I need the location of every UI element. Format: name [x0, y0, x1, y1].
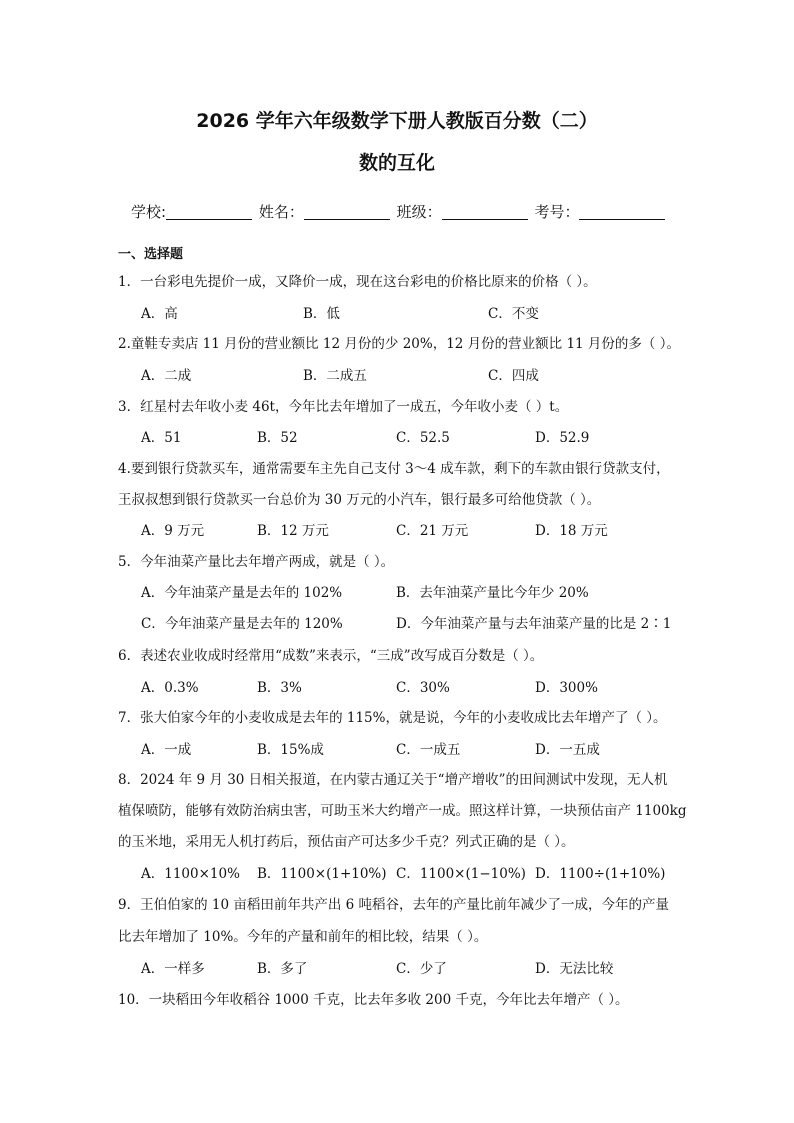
page-subtitle: 数的互化 [358, 152, 435, 174]
question-9-option-d[interactable]: D．无法比较 [535, 961, 614, 977]
school-field[interactable] [166, 203, 252, 220]
question-1-option-b[interactable]: B．低 [303, 306, 340, 322]
question-8-line-1: 8．2024 年 9 月 30 日相关报道，在内蒙古通辽关于“增产增收”的田间测试中发现，无人机 [118, 772, 668, 788]
question-9-option-b[interactable]: B．多了 [257, 961, 308, 977]
question-1: 1．一台彩电先提价一成，又降价一成，现在这台彩电的价格比原来的价格（ ）。 [118, 274, 597, 290]
question-5: 5．今年油菜产量比去年增产两成，就是（ ）。 [118, 554, 395, 570]
question-1-option-a[interactable]: A．高 [141, 306, 178, 322]
question-7: 7．张大伯家今年的小麦收成是去年的 115%，就是说，今年的小麦收成比去年增产了（ ）。 [118, 710, 667, 726]
question-8-option-a[interactable]: A．1100×10% [141, 866, 240, 882]
question-9-option-a[interactable]: A．一样多 [141, 961, 205, 977]
class-field[interactable] [442, 203, 528, 220]
question-6: 6．表述农业收成时经常用“成数”来表示，“三成”改写成百分数是（ ）。 [118, 648, 544, 664]
question-4-option-b[interactable]: B．12 万元 [257, 523, 329, 539]
question-2-option-c[interactable]: C．四成 [488, 368, 539, 384]
question-6-option-a[interactable]: A．0.3% [141, 680, 199, 696]
question-8-line-3: 的玉米地，采用无人机打药后，预估亩产可达多少千克？列式正确的是（ ）。 [118, 834, 575, 850]
question-6-option-d[interactable]: D．300% [535, 680, 598, 696]
question-3-option-b[interactable]: B．52 [257, 430, 298, 446]
question-1-option-c[interactable]: C．不变 [488, 306, 539, 322]
question-7-option-b[interactable]: B．15%成 [257, 742, 324, 758]
question-4-line-1: 4.要到银行贷款买车，通常需要车主先自己支付 3～4 成车款，剩下的车款由银行贷款支付， [118, 461, 670, 477]
question-5-option-d[interactable]: D．今年油菜产量与去年油菜产量的比是 2∶1 [396, 616, 672, 632]
name-label: 姓名： [258, 203, 304, 221]
question-8-option-c[interactable]: C．1100×(1−10%) [396, 866, 526, 882]
question-5-option-b[interactable]: B．去年油菜产量比今年少 20% [396, 585, 589, 601]
question-9-line-1: 9．王伯伯家的 10 亩稻田前年共产出 6 吨稻谷，去年的产量比前年减少了一成，今年的产量 [118, 897, 670, 913]
question-3: 3．红星村去年收小麦 46t，今年比去年增加了一成五，今年收小麦（ ）t。 [118, 399, 569, 415]
question-8-option-b[interactable]: B．1100×(1+10%) [257, 866, 387, 882]
question-5-option-a[interactable]: A．今年油菜产量是去年的 102% [141, 585, 343, 601]
question-2-option-b[interactable]: B．二成五 [303, 368, 367, 384]
question-7-option-c[interactable]: C．一成五 [396, 742, 461, 758]
question-4-option-d[interactable]: D．18 万元 [535, 523, 608, 539]
question-2: 2.童鞋专卖店 11 月份的营业额比 12 月份的少 20%，12 月份的营业额比 11 月份的多（ ）。 [118, 336, 680, 352]
question-3-option-d[interactable]: D．52.9 [535, 430, 590, 446]
name-field[interactable] [304, 203, 390, 220]
school-label: 学校: [131, 203, 167, 221]
question-3-option-c[interactable]: C．52.5 [396, 430, 450, 446]
class-label: 班级： [396, 203, 442, 221]
question-5-option-c[interactable]: C．今年油菜产量是去年的 120% [141, 616, 343, 632]
question-9-option-c[interactable]: C．少了 [396, 961, 447, 977]
student-info-row [131, 201, 667, 222]
question-8-line-2: 植保喷防，能够有效防治病虫害，可助玉米大约增产一成。照这样计算，一块预估亩产 1100kg [118, 803, 687, 819]
question-10: 10．一块稻田今年收稻谷 1000 千克，比去年多收 200 千克，今年比去年增产（ ）。 [118, 992, 629, 1008]
page-title: 2026 学年六年级数学下册人教版百分数（二） [196, 110, 598, 132]
question-2-option-a[interactable]: A．二成 [141, 368, 192, 384]
question-8-option-d[interactable]: D．1100÷(1+10%) [535, 866, 666, 882]
question-3-option-a[interactable]: A．51 [141, 430, 182, 446]
question-4-option-a[interactable]: A．9 万元 [141, 523, 205, 539]
exam-number-field[interactable] [579, 203, 665, 220]
question-6-option-c[interactable]: C．30% [396, 680, 450, 696]
section-heading: 一、选择题 [118, 247, 184, 262]
question-4-line-2: 王叔叔想到银行贷款买一台总价为 30 万元的小汽车，银行最多可给他贷款（ ）。 [118, 492, 601, 508]
question-7-option-d[interactable]: D．一五成 [535, 742, 600, 758]
exam-number-label: 考号： [534, 203, 580, 221]
question-6-option-b[interactable]: B．3% [257, 680, 302, 696]
question-7-option-a[interactable]: A．一成 [141, 742, 192, 758]
question-9-line-2: 比去年增加了 10%。今年的产量和前年的相比较，结果（ ）。 [118, 929, 488, 945]
question-4-option-c[interactable]: C．21 万元 [396, 523, 469, 539]
